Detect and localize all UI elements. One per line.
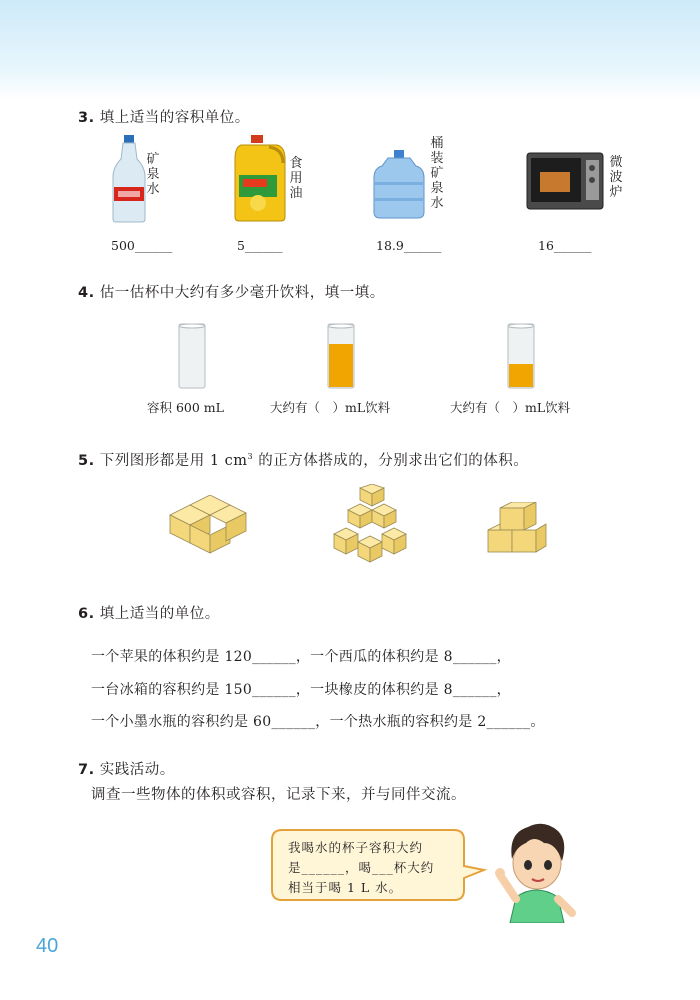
q6-title: 6. 填上适当的单位。	[78, 606, 220, 622]
answer-microwave[interactable]: 16______	[538, 238, 592, 253]
page-number: 40	[36, 935, 59, 957]
q6-line-3[interactable]: 一个小墨水瓶的容积约是 60______，一个热水瓶的容积约是 2______。	[91, 714, 545, 730]
label-bottled-water: 桶装矿泉水	[430, 136, 444, 211]
label-mineral-water: 矿泉水	[146, 152, 160, 197]
caption-juice-half[interactable]: 大约有（ ）mL饮料	[270, 400, 391, 415]
answer-mineral-water[interactable]: 500______	[111, 238, 173, 253]
q6-line-1[interactable]: 一个苹果的体积约是 120______，一个西瓜的体积约是 8______，	[91, 649, 511, 665]
q7-title: 7. 实践活动。	[78, 762, 175, 778]
label-cooking-oil: 食用油	[289, 156, 303, 201]
bottled-water-barrel-image	[370, 148, 428, 220]
cartoon-boy-image	[494, 813, 580, 923]
answer-cooking-oil[interactable]: 5______	[237, 238, 283, 253]
bubble-line-1: 我喝水的杯子容积大约	[288, 840, 424, 855]
q7-body: 调查一些物体的体积或容积，记录下来，并与同伴交流。	[91, 787, 466, 803]
q6-line-2[interactable]: 一台冰箱的容积约是 150______，一块橡皮的体积约是 8______，	[91, 682, 511, 698]
cube-figure-3	[486, 502, 548, 554]
q5-title: 5. 下列图形都是用 1 $cm^3$ 的正方体搭成的，分别求出它们的体积。	[78, 452, 529, 469]
empty-glass-image	[177, 322, 207, 390]
microwave-image	[526, 152, 604, 210]
header-band	[0, 0, 700, 100]
bubble-line-2[interactable]: 是______，喝___杯大约	[288, 860, 435, 875]
bubble-line-3: 相当于喝 1 L 水。	[288, 880, 403, 895]
caption-empty-glass: 容积 600 mL	[147, 400, 224, 415]
cooking-oil-bottle-image	[231, 133, 289, 223]
cube-figure-2	[332, 484, 410, 570]
q4-title: 4. 估一估杯中大约有多少毫升饮料，填一填。	[78, 285, 385, 301]
cube-figure-1	[168, 495, 248, 557]
juice-glass-half-image	[326, 322, 356, 390]
q3-title: 3. 填上适当的容积单位。	[78, 110, 250, 126]
answer-bottled-water[interactable]: 18.9______	[376, 238, 442, 253]
label-microwave: 微波炉	[609, 155, 623, 200]
juice-glass-low-image	[506, 322, 536, 390]
mineral-water-bottle-image	[107, 133, 151, 223]
caption-juice-low[interactable]: 大约有（ ）mL饮料	[450, 400, 571, 415]
